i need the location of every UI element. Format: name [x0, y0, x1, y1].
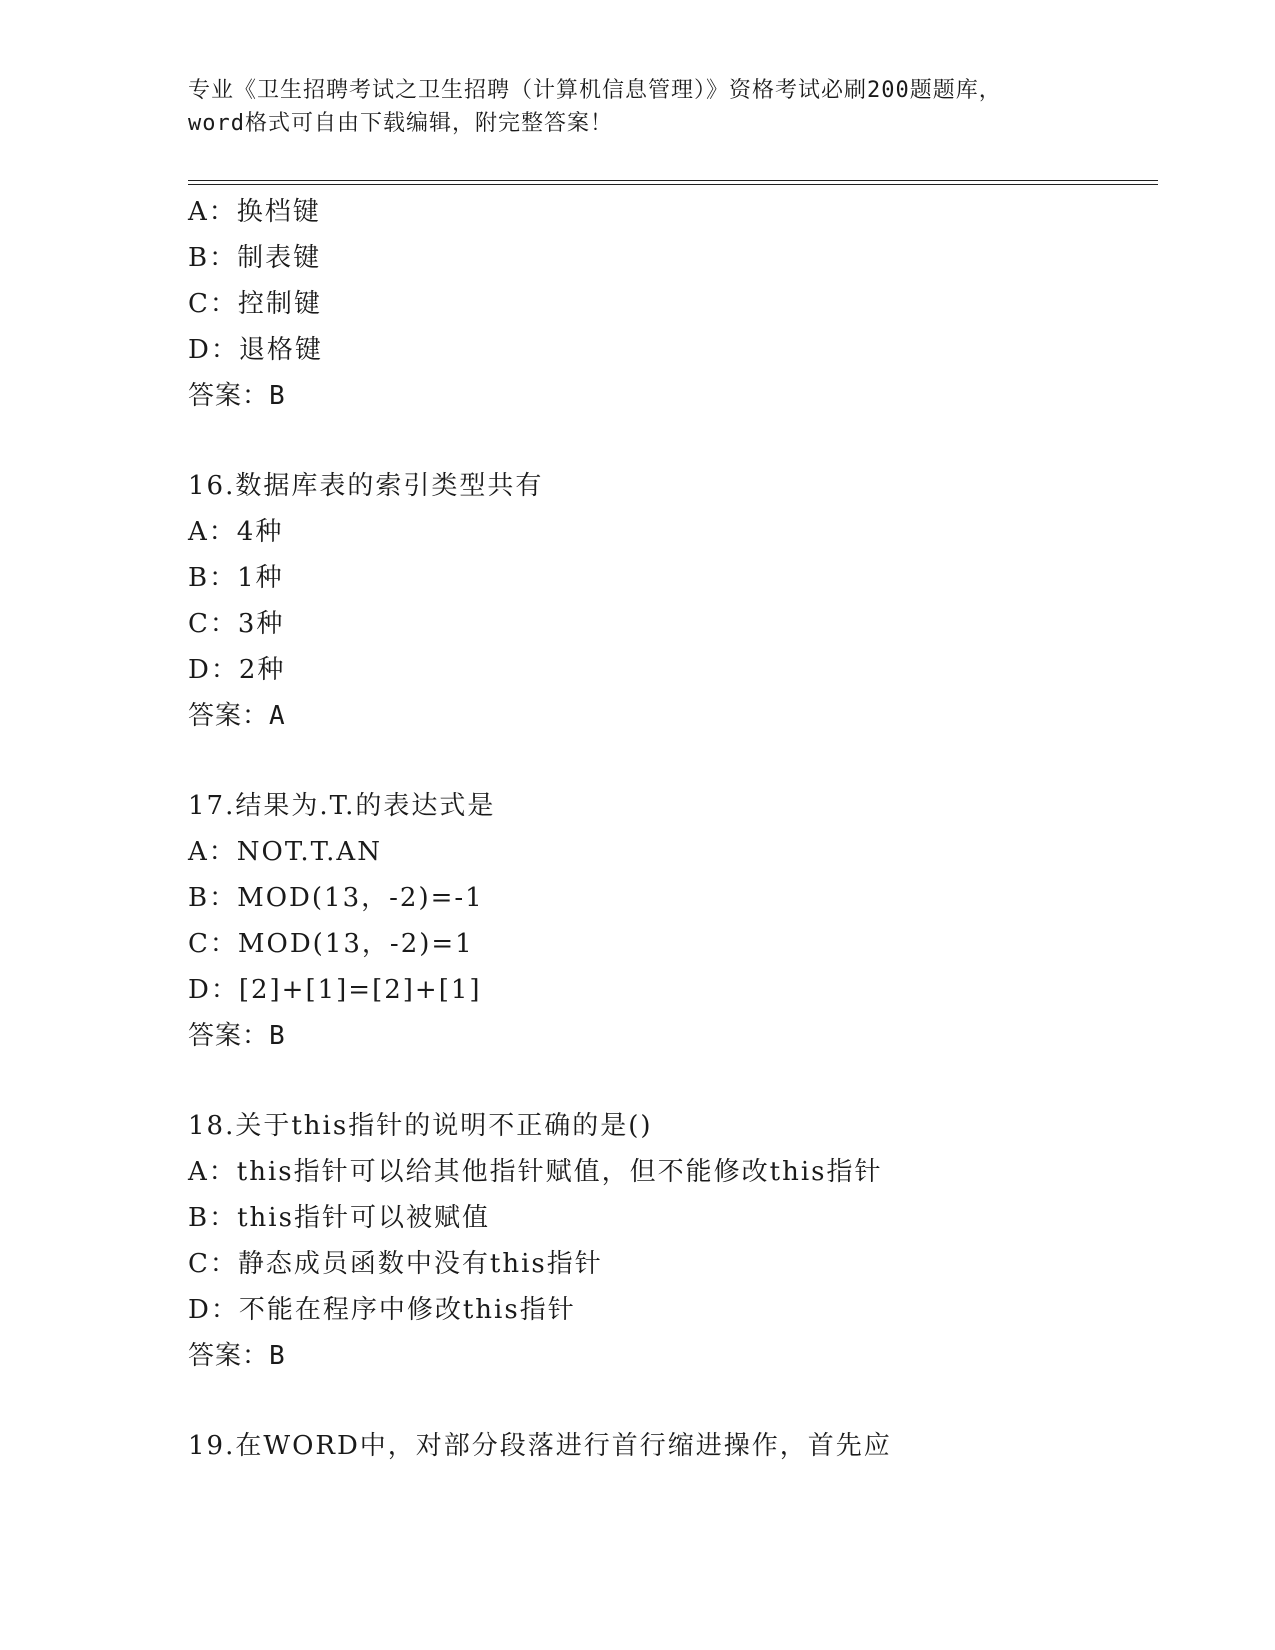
option-b: B：this指针可以被赋值: [188, 1203, 490, 1233]
document-header: [188, 74, 1088, 140]
option-d: D：不能在程序中修改this指针: [188, 1295, 576, 1325]
answer-line: 答案：A: [188, 701, 286, 731]
answer-line: 答案：B: [188, 381, 286, 411]
option-b: B：制表键: [188, 243, 322, 273]
question-list: [188, 189, 1168, 1469]
question-text: 16.数据库表的索引类型共有: [188, 471, 544, 501]
header-line-2: word格式可自由下载编辑，附完整答案！: [188, 111, 613, 136]
spacer: [188, 1059, 1168, 1103]
option-a: A：4种: [188, 517, 284, 547]
option-c: C：控制键: [188, 289, 322, 319]
spacer: [188, 1379, 1168, 1423]
question-block-18: [188, 1103, 1168, 1379]
spacer: [188, 739, 1168, 783]
question-block-16: [188, 463, 1168, 739]
question-block-19: [188, 1423, 1168, 1469]
option-c: C：MOD(13，-2)=1: [188, 929, 474, 959]
option-a: A：换档键: [188, 197, 321, 227]
option-d: D：2种: [188, 655, 286, 685]
answer-line: 答案：B: [188, 1341, 286, 1371]
option-c: C：3种: [188, 609, 285, 639]
option-a: A：this指针可以给其他指针赋值，但不能修改this指针: [188, 1157, 883, 1187]
option-c: C：静态成员函数中没有this指针: [188, 1249, 603, 1279]
question-text: 17.结果为.T.的表达式是: [188, 791, 496, 821]
option-b: B：1种: [188, 563, 284, 593]
question-text: 19.在WORD中，对部分段落进行首行缩进操作，首先应: [188, 1431, 892, 1461]
header-divider-bottom: [188, 184, 1158, 185]
header-divider-top: [188, 180, 1158, 181]
question-text: 18.关于this指针的说明不正确的是(): [188, 1111, 653, 1141]
header-line-1: 专业《卫生招聘考试之卫生招聘（计算机信息管理）》资格考试必刷200题题库，: [188, 78, 1002, 103]
option-d: D：退格键: [188, 335, 323, 365]
spacer: [188, 419, 1168, 463]
question-block-15: [188, 189, 1168, 419]
answer-line: 答案：B: [188, 1021, 286, 1051]
question-block-17: [188, 783, 1168, 1059]
option-a: A：NOT.T.AN: [188, 837, 382, 867]
option-b: B：MOD(13，-2)=-1: [188, 883, 484, 913]
option-d: D：[2]+[1]=[2]+[1]: [188, 975, 482, 1005]
